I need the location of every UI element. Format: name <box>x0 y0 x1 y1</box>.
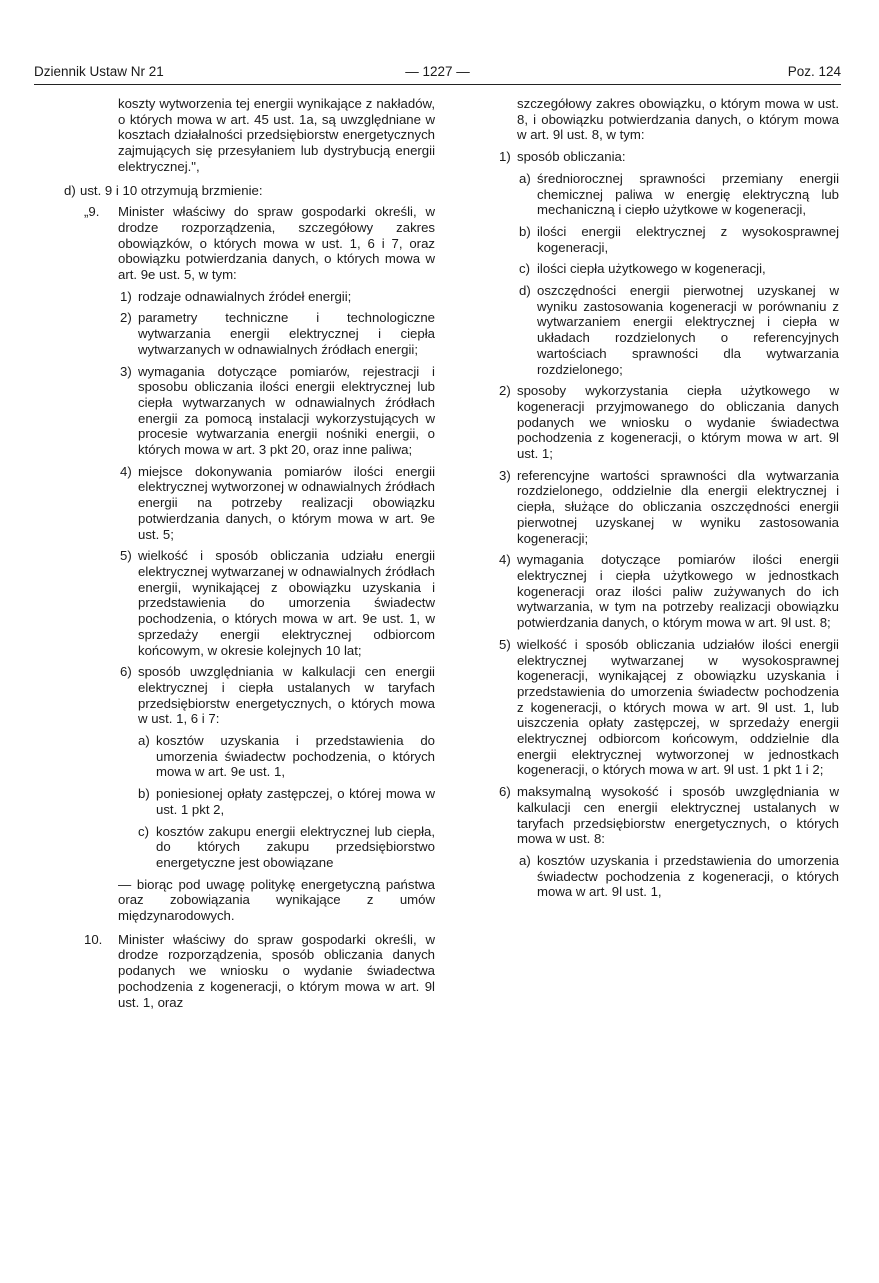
sub-item <box>80 733 435 780</box>
list-item-label: 6) <box>120 664 132 680</box>
list-item-label: 4) <box>499 552 511 568</box>
list-item <box>499 383 839 462</box>
right-column <box>499 96 839 900</box>
list-item-label: 3) <box>120 363 132 379</box>
clause-10-text: Minister właściwy do spraw gospodarki określi, w drodze rozporządzenia, sposób obliczania danych podanych we wniosku o wydanie świadectwa pochodzenia z kogeneracji, o którym mowa w art. 9l ust. 1, oraz <box>118 931 435 1010</box>
journal-title: Dziennik Ustaw Nr 21 <box>34 64 164 79</box>
list-item-label: 2) <box>499 383 511 399</box>
list-item-label: 3) <box>499 467 511 483</box>
list-item <box>80 289 435 305</box>
clause-9 <box>80 204 435 283</box>
list-item-label: 1) <box>120 288 132 304</box>
list-item-text: sposób obliczania: <box>517 149 626 165</box>
sub-item-label: c) <box>519 261 530 277</box>
list-item-text: wielkość i sposób obliczania udziału energii elektrycznej wytwarzanej w odnawialnych źródłach energii, wynikającej z obowiązku uzyskania i przedstawienia do umorzenia świadectw pochodzenia, o których mowa w art. 9e ust. 1, w sprzedaży energii elektrycznej odbiorcom końcowym, w okresie kolejnych 10 lat; <box>138 548 435 658</box>
list-item-text: maksymalną wysokość i sposób uwzględniania w kalkulacji cen energii elektrycznej ustalanych w taryfach przedsiębiorstw energetycznych, o których mowa w ust. 8: <box>517 784 839 847</box>
sub-item-text: poniesionej opłaty zastępczej, o której mowa w ust. 1 pkt 2, <box>156 786 435 817</box>
sub-item <box>499 283 839 377</box>
sub-item-label: a) <box>519 852 531 868</box>
list-item-text: wielkość i sposób obliczania udziałów ilości energii elektrycznej wytwarzanej w wysokosprawnej kogeneracji, wynikającej z obowiązku uzyskania i przedstawienia do umorzenia świadectw pochodzenia z kogeneracji, o których mowa w art. 9l ust. 1, lub uiszczenia opłaty zastępczej, w sprzedaży energii elektrycznej odbiorcom końcowym, oddzielnie dla energii elektrycznej wytworzonej w jednostkach kogeneracji, o których mowa w art. 9l ust. 1 pkt 1 i 2; <box>517 636 839 778</box>
list-item <box>499 784 839 847</box>
list-item-label: 4) <box>120 463 132 479</box>
list-item-text: referencyjne wartości sprawności dla wytwarzania rozdzielonego, oddzielnie dla energii elektrycznej i ciepła, służące do obliczania oszczędności energii pierwotnej uzyskanej w wyniku zastosowania kogeneracji; <box>517 467 839 546</box>
list-item-label: 5) <box>120 548 132 564</box>
list-item-text: sposoby wykorzystania ciepła użytkowego w kogeneracji przyjmowanego do obliczania danych podanych we wniosku o wydanie świadectwa pochodzenia z kogeneracji, o którym mowa w art. 9l ust. 1; <box>517 383 839 462</box>
list-item <box>80 364 435 458</box>
list-item <box>80 310 435 357</box>
sub-item-text: kosztów uzyskania i przedstawienia do umorzenia świadectw pochodzenia, o których mowa w art. 9e ust. 1, <box>156 733 435 780</box>
list-item <box>499 552 839 631</box>
point-d <box>64 183 435 199</box>
sub-item-text: kosztów zakupu energii elektrycznej lub ciepła, do których zakupu przedsiębiorstwo energetyczne jest obowiązane <box>156 823 435 870</box>
list-item <box>499 149 839 165</box>
clause-10-label: 10. <box>84 931 103 947</box>
sub-item-label: a) <box>138 733 150 749</box>
sub-item <box>499 261 839 277</box>
list-item <box>80 464 435 543</box>
sub-item-text: ilości energii elektrycznej z wysokosprawnej kogeneracji, <box>537 223 839 255</box>
list-item <box>80 548 435 658</box>
sub-item-label: b) <box>519 223 531 239</box>
sub-item <box>499 224 839 255</box>
paragraph-continuation: koszty wytworzenia tej energii wynikające z nakładów, o których mowa w art. 45 ust. 1a, są uwzględniane w kosztach działalności przedsiębiorstw energetycznych zajmujących się przesyłaniem lub dystrybucją energii elektrycznej.", <box>118 96 435 174</box>
sub-item-label: c) <box>138 823 149 839</box>
closing-clause: — biorąc pod uwagę politykę energetyczną państwa oraz zobowiązania wynikające z umów międzynarodowych. <box>118 876 435 924</box>
clause-9-label: „9. <box>84 204 100 220</box>
sub-item-text: średniorocznej sprawności przemiany energii chemicznej paliwa w energię elektryczną lub mechaniczną i ciepło użytkowe w kogeneracji, <box>537 170 839 218</box>
list-item-text: wymagania dotyczące pomiarów ilości energii elektrycznej i ciepła użytkowego w jednostkach kogeneracji oraz ilości paliw zużywanych do ich wytwarzania, w tym na potrzeby realizacji obowiązku potwierdzania danych, o którym mowa w art. 9l ust. 8; <box>517 552 839 631</box>
point-d-label: d) <box>64 182 76 198</box>
left-column <box>64 96 435 1010</box>
sub-item <box>80 824 435 871</box>
sub-item-text: ilości ciepła użytkowego w kogeneracji, <box>537 261 766 277</box>
list-item-label: 1) <box>499 149 511 165</box>
position-number: Poz. 124 <box>787 64 841 79</box>
clause-10 <box>80 932 435 1011</box>
list-item-label: 6) <box>499 784 511 800</box>
sub-item <box>80 786 435 817</box>
list-item-text: rodzaje odnawialnych źródeł energii; <box>138 288 352 304</box>
sub-item <box>499 171 839 218</box>
sub-item <box>499 853 839 900</box>
sub-item-text: oszczędności energii pierwotnej uzyskanej w wyniku zastosowania kogeneracji w porównaniu z wytwarzaniem energii elektrycznej i ciepła w układach rozdzielonych o referencyjnych wartościach sprawności dla wytwarzania rozdzielonego; <box>537 283 839 377</box>
list-item-text: miejsce dokonywania pomiarów ilości energii elektrycznej wytworzonej w odnawialnych źródłach energii na potrzeby realizacji obowiązku potwierdzania danych, o którym mowa w art. 9e ust. 5; <box>138 463 435 542</box>
list-item-text: sposób uwzględniania w kalkulacji cen energii elektrycznej i ciepła ustalanych w taryfach przedsiębiorstw energetycznych, o których mowa w ust. 1, 6 i 7: <box>138 664 435 727</box>
sub-item-text: kosztów uzyskania i przedstawienia do umorzenia świadectw pochodzenia z kogeneracji, o których mowa w art. 9l ust. 1, <box>537 852 839 900</box>
sub-item-label: d) <box>519 283 531 299</box>
list-item <box>499 637 839 778</box>
paragraph-continuation: szczegółowy zakres obowiązku, o którym mowa w ust. 8, i obowiązku potwierdzania danych, o którym mowa w art. 9l ust. 8, w tym: <box>517 96 839 143</box>
list-item-label: 5) <box>499 636 511 652</box>
point-d-text: ust. 9 i 10 otrzymują brzmienie: <box>80 182 263 198</box>
page-header <box>34 62 841 85</box>
clause-9-text: Minister właściwy do spraw gospodarki określi, w drodze rozporządzenia, szczegółowy zakres obowiązków, o których mowa w ust. 1, 6 i 7, oraz obowiązku potwierdzania danych, o których mowa w art. 9e ust. 5, w tym: <box>118 204 435 283</box>
page-number: — 1227 — <box>405 64 470 79</box>
list-item-text: parametry techniczne i technologiczne wytwarzania energii elektrycznej i ciepła wytwarzanych w odnawialnych źródłach energii; <box>138 310 435 357</box>
sub-item-label: a) <box>519 170 531 186</box>
list-item-label: 2) <box>120 310 132 326</box>
list-item <box>80 664 435 727</box>
list-item <box>499 468 839 547</box>
sub-item-label: b) <box>138 786 150 802</box>
list-item-text: wymagania dotyczące pomiarów, rejestracji i sposobu obliczania ilości energii elektrycznej lub ciepła wytwarzanych w odnawialnych źródłach energii za pomocą instalacji wykorzystujących w procesie wytwarzania energii nośniki energii, o których mowa w art. 3 pkt 20, oraz inne paliwa; <box>138 363 435 458</box>
